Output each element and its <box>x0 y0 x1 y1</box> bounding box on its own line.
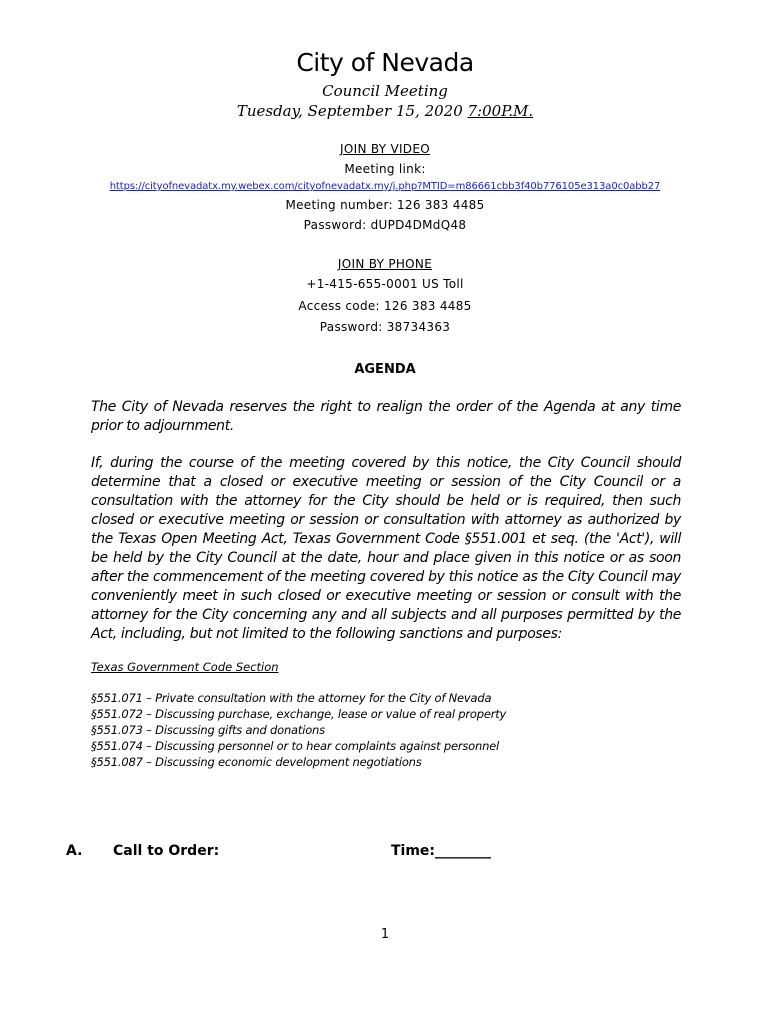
list-item: §551.074 – Discussing personnel or to hear complaints against personnel <box>91 739 500 753</box>
phone-password: Password: 38734363 <box>319 320 451 334</box>
agenda-intro: The City of Nevada reserves the right to realign the order of the Agenda at any time prior to adjournment. <box>91 399 681 434</box>
call-to-order-label: Call to Order: <box>113 843 220 859</box>
join-by-video-heading: JOIN BY VIDEO <box>340 142 430 156</box>
agenda-heading: AGENDA <box>354 362 416 377</box>
item-a-letter: A. <box>66 843 83 859</box>
meeting-link-label: Meeting link: <box>344 162 426 176</box>
call-to-order-time: Time:________ <box>391 843 492 859</box>
list-item: §551.073 – Discussing gifts and donations <box>91 723 325 737</box>
page-number: 1 <box>380 927 390 942</box>
join-by-phone-heading: JOIN BY PHONE <box>337 257 433 271</box>
access-code: Access code: 126 383 4485 <box>298 299 472 313</box>
phone-number: +1-415-655-0001 US Toll <box>306 277 464 291</box>
meeting-date <box>0 102 770 120</box>
code-section-list <box>91 690 506 770</box>
list-item: §551.087 – Discussing economic development negotiations <box>91 755 422 769</box>
meeting-number: Meeting number: 126 383 4485 <box>285 198 485 212</box>
video-password: Password: dUPD4DMdQ48 <box>303 218 467 232</box>
meeting-link[interactable]: https://cityofnevadatx.my.webex.com/cityofnevadatx.my/j.php?MTID=m86661cbb3f40b776105e313a0c0abb27 <box>109 181 661 192</box>
document-title: City of Nevada <box>296 48 474 77</box>
meeting-type: Council Meeting <box>322 82 448 100</box>
list-item: §551.072 – Discussing purchase, exchange, lease or value of real property <box>91 707 507 721</box>
code-section-title: Texas Government Code Section <box>91 660 279 674</box>
meeting-date-text: Tuesday, September 15, 2020 <box>236 102 468 120</box>
list-item: §551.071 – Private consultation with the attorney for the City of Nevada <box>91 691 492 705</box>
meeting-time: 7:00P.M. <box>467 102 534 120</box>
closed-session-notice: If, during the course of the meeting covered by this notice, the City Council should determine that a closed or executive meeting or session of the City Council or a consultation with the attorney for the City should be held or is required, then such closed or executive meeting or session or consultation with attorney as authorized by the Texas Open Meeting Act, Texas Government Code §551.001 et seq. (the 'Act'), will be held by the City Council at the date, hour and place given in this notice or as soon after the commencement of the meeting covered by this notice as the City Council may conveniently meet in such closed or executive meeting or session or consult with the attorney for the City concerning any and all subjects and all purposes permitted by the Act, including, but not limited to the following sanctions and purposes: <box>91 455 681 642</box>
